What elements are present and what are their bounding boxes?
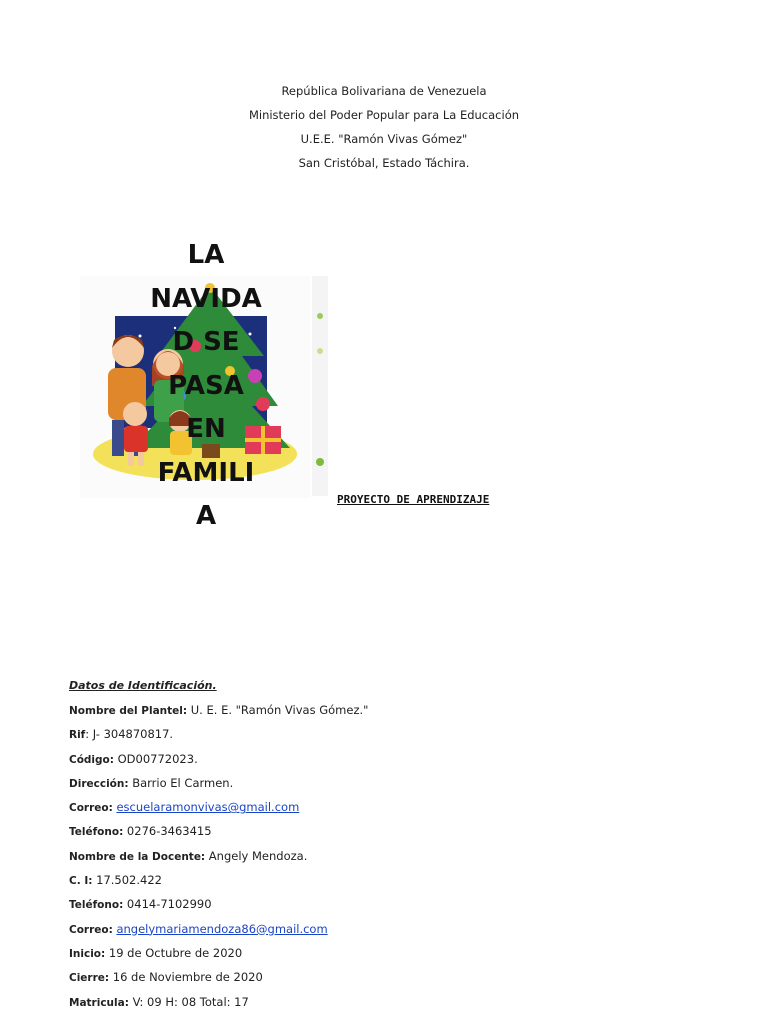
code-row [69, 750, 709, 774]
field-label: Correo: [69, 802, 113, 815]
field-label: Teléfono: [69, 826, 124, 839]
start-date-row [69, 944, 709, 968]
field-label: Código: [69, 753, 114, 766]
school-phone-row [69, 822, 709, 846]
field-label: Inicio: [69, 947, 106, 960]
title-line: NAVIDA [150, 283, 262, 314]
letterhead [0, 82, 768, 178]
identification-heading: Datos de Identificación. [69, 679, 217, 692]
field-label: Correo: [69, 923, 113, 936]
field-label: Nombre del Plantel: [69, 705, 188, 717]
title-line: FAMILI [157, 457, 255, 488]
field-value: 16 de Noviembre de 2020 [109, 970, 263, 985]
field-value: U. E. E. "Ramón Vivas Gómez." [187, 703, 369, 717]
field-value: 17.502.422 [92, 873, 162, 888]
enrollment-row [69, 993, 709, 1017]
field-value: 0414-7102990 [123, 897, 212, 912]
header-country: República Bolivariana de Venezuela [281, 84, 487, 98]
field-label: Matricula: [69, 996, 129, 1009]
teacher-email-link[interactable]: angelymariamendoza86@gmail.com [116, 921, 328, 936]
school-email-row [69, 798, 709, 822]
header-location: San Cristóbal, Estado Táchira. [298, 156, 470, 170]
project-title [140, 234, 272, 539]
field-value: V: 09 H: 08 Total: 17 [128, 994, 249, 1009]
project-type-label: PROYECTO DE APRENDIZAJE [337, 493, 490, 506]
field-value: OD00772023. [113, 751, 198, 766]
title-line: PASA [168, 370, 244, 401]
teacher-phone-row [69, 895, 709, 919]
address-row [69, 774, 709, 798]
field-value: 0276-3463415 [123, 824, 212, 839]
field-value: Barrio El Carmen. [128, 775, 234, 790]
teacher-name-row [69, 847, 709, 871]
field-value: 19 de Octubre de 2020 [105, 945, 243, 960]
end-date-row [69, 968, 709, 992]
title-line: D SE [172, 327, 240, 357]
identification-section [69, 677, 709, 1017]
field-label: Cierre: [69, 972, 110, 985]
title-line: EN [186, 414, 226, 444]
field-label: Rif [69, 729, 86, 742]
field-value: : J- 304870817. [85, 727, 174, 742]
title-line: A [195, 501, 217, 531]
field-label: Teléfono: [69, 899, 124, 912]
header-school: U.E.E. "Ramón Vivas Gómez" [300, 132, 468, 146]
teacher-id-row [69, 871, 709, 895]
title-line: LA [187, 240, 225, 270]
school-email-link[interactable]: escuelaramonvivas@gmail.com [116, 800, 300, 815]
field-label: C. I: [69, 875, 93, 888]
header-ministry: Ministerio del Poder Popular para La Educación [248, 108, 520, 122]
rif-row [69, 725, 709, 749]
school-name-row [69, 701, 709, 725]
field-label: Dirección: [69, 777, 129, 790]
field-label: Nombre de la Docente: [69, 850, 206, 863]
field-value: Angely Mendoza. [205, 848, 308, 863]
teacher-email-row [69, 920, 709, 944]
